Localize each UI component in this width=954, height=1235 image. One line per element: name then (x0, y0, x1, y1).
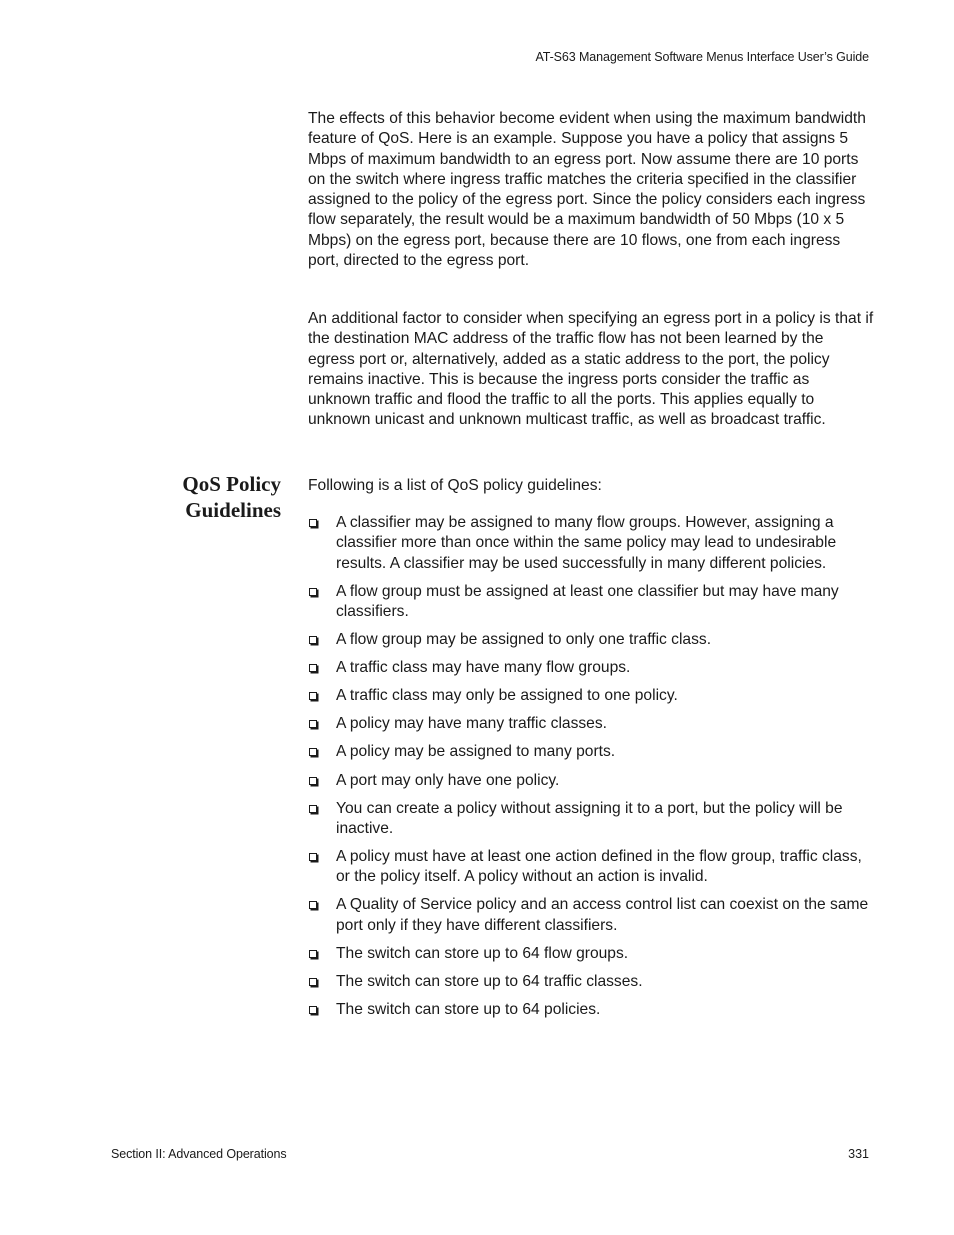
list-item (308, 895, 874, 936)
checkbox-bullet-icon (309, 692, 317, 700)
checkbox-bullet-icon (309, 588, 317, 596)
list-item (308, 972, 874, 992)
checkbox-bullet-icon (309, 777, 317, 785)
list-item-text: A traffic class may have many flow groups. (336, 659, 631, 677)
list-item-text: The switch can store up to 64 flow groups. (336, 944, 629, 962)
section-heading (182, 471, 281, 523)
list-item (308, 630, 874, 650)
checkbox-bullet-icon (309, 1006, 317, 1014)
body-paragraph-2: An additional factor to consider when specifying an egress port in a policy is that if the destination MAC address of the traffic flow has not been learned by the egress port or, alternatively, added as a static address to the port, the policy remains inactive. This is because the ingress ports consider the traffic as unknown traffic and flood the traffic to all the ports. This applies equally to unknown unicast and unknown multicast traffic, as well as broadcast traffic. (308, 310, 874, 429)
footer-section-label: Section II: Advanced Operations (111, 1147, 287, 1161)
list-item-text: The switch can store up to 64 policies. (336, 1001, 601, 1018)
section-intro: Following is a list of QoS policy guidelines: (308, 477, 602, 494)
list-item (308, 686, 874, 706)
section-heading-line-2: Guidelines (185, 498, 281, 522)
checkbox-bullet-icon (309, 519, 317, 527)
section-heading-line-1: QoS Policy (182, 472, 281, 496)
list-item-text: A Quality of Service policy and an access control list can coexist on the same port only if they have different classifiers. (336, 896, 869, 934)
list-item-text: A policy may be assigned to many ports. (336, 743, 616, 761)
checkbox-bullet-icon (309, 901, 317, 909)
checkbox-bullet-icon (309, 664, 317, 672)
list-item-text: A traffic class may only be assigned to one policy. (336, 687, 678, 705)
list-item (308, 944, 874, 964)
checkbox-bullet-icon (309, 853, 317, 861)
list-item (308, 582, 874, 623)
list-item-text: A flow group may be assigned to only one traffic class. (336, 631, 712, 649)
checkbox-bullet-icon (309, 748, 317, 756)
list-item (308, 513, 874, 574)
list-item (308, 658, 874, 678)
list-item (308, 1000, 874, 1020)
list-item-text: A policy may have many traffic classes. (336, 715, 607, 733)
checkbox-bullet-icon (309, 636, 317, 644)
list-item (308, 847, 874, 888)
list-item-text: A classifier may be assigned to many flow groups. However, assigning a classifier more than once within the same policy may lead to undesirable results. A classifier may be used successfully in many different policies. (336, 514, 837, 572)
checkbox-bullet-icon (309, 720, 317, 728)
list-item (308, 771, 874, 791)
checkbox-bullet-icon (309, 950, 317, 958)
checkbox-bullet-icon (309, 805, 317, 813)
list-item-text: A policy must have at least one action defined in the flow group, traffic class, or the policy itself. A policy without an action is invalid. (336, 848, 862, 886)
running-header: AT-S63 Management Software Menus Interface User’s Guide (535, 50, 869, 64)
list-item (308, 742, 874, 762)
list-item-text: The switch can store up to 64 traffic classes. (336, 972, 643, 990)
list-item-text: A flow group must be assigned at least one classifier but may have many classifiers. (336, 582, 839, 620)
footer-page-number: 331 (848, 1147, 869, 1161)
list-item (308, 799, 874, 840)
list-item (308, 714, 874, 734)
list-item-text: You can create a policy without assigning it to a port, but the policy will be inactive. (336, 799, 843, 837)
checkbox-bullet-icon (309, 978, 317, 986)
body-paragraph-1: The effects of this behavior become evident when using the maximum bandwidth feature of QoS. Here is an example. Suppose you have a policy that assigns 5 Mbps of maximum bandwidth to an egress port. Now assume there are 10 ports on the switch where ingress traffic matches the criteria specified in the classifier assigned to the policy of the egress port. Since the policy considers each ingress flow separately, the result would be a maximum bandwidth of 50 Mbps (10 x 5 Mbps) on the egress port, because there are 10 flows, one from each ingress port, directed to the egress port. (308, 110, 866, 270)
list-item-text: A port may only have one policy. (336, 771, 560, 789)
guidelines-list (308, 513, 874, 1028)
